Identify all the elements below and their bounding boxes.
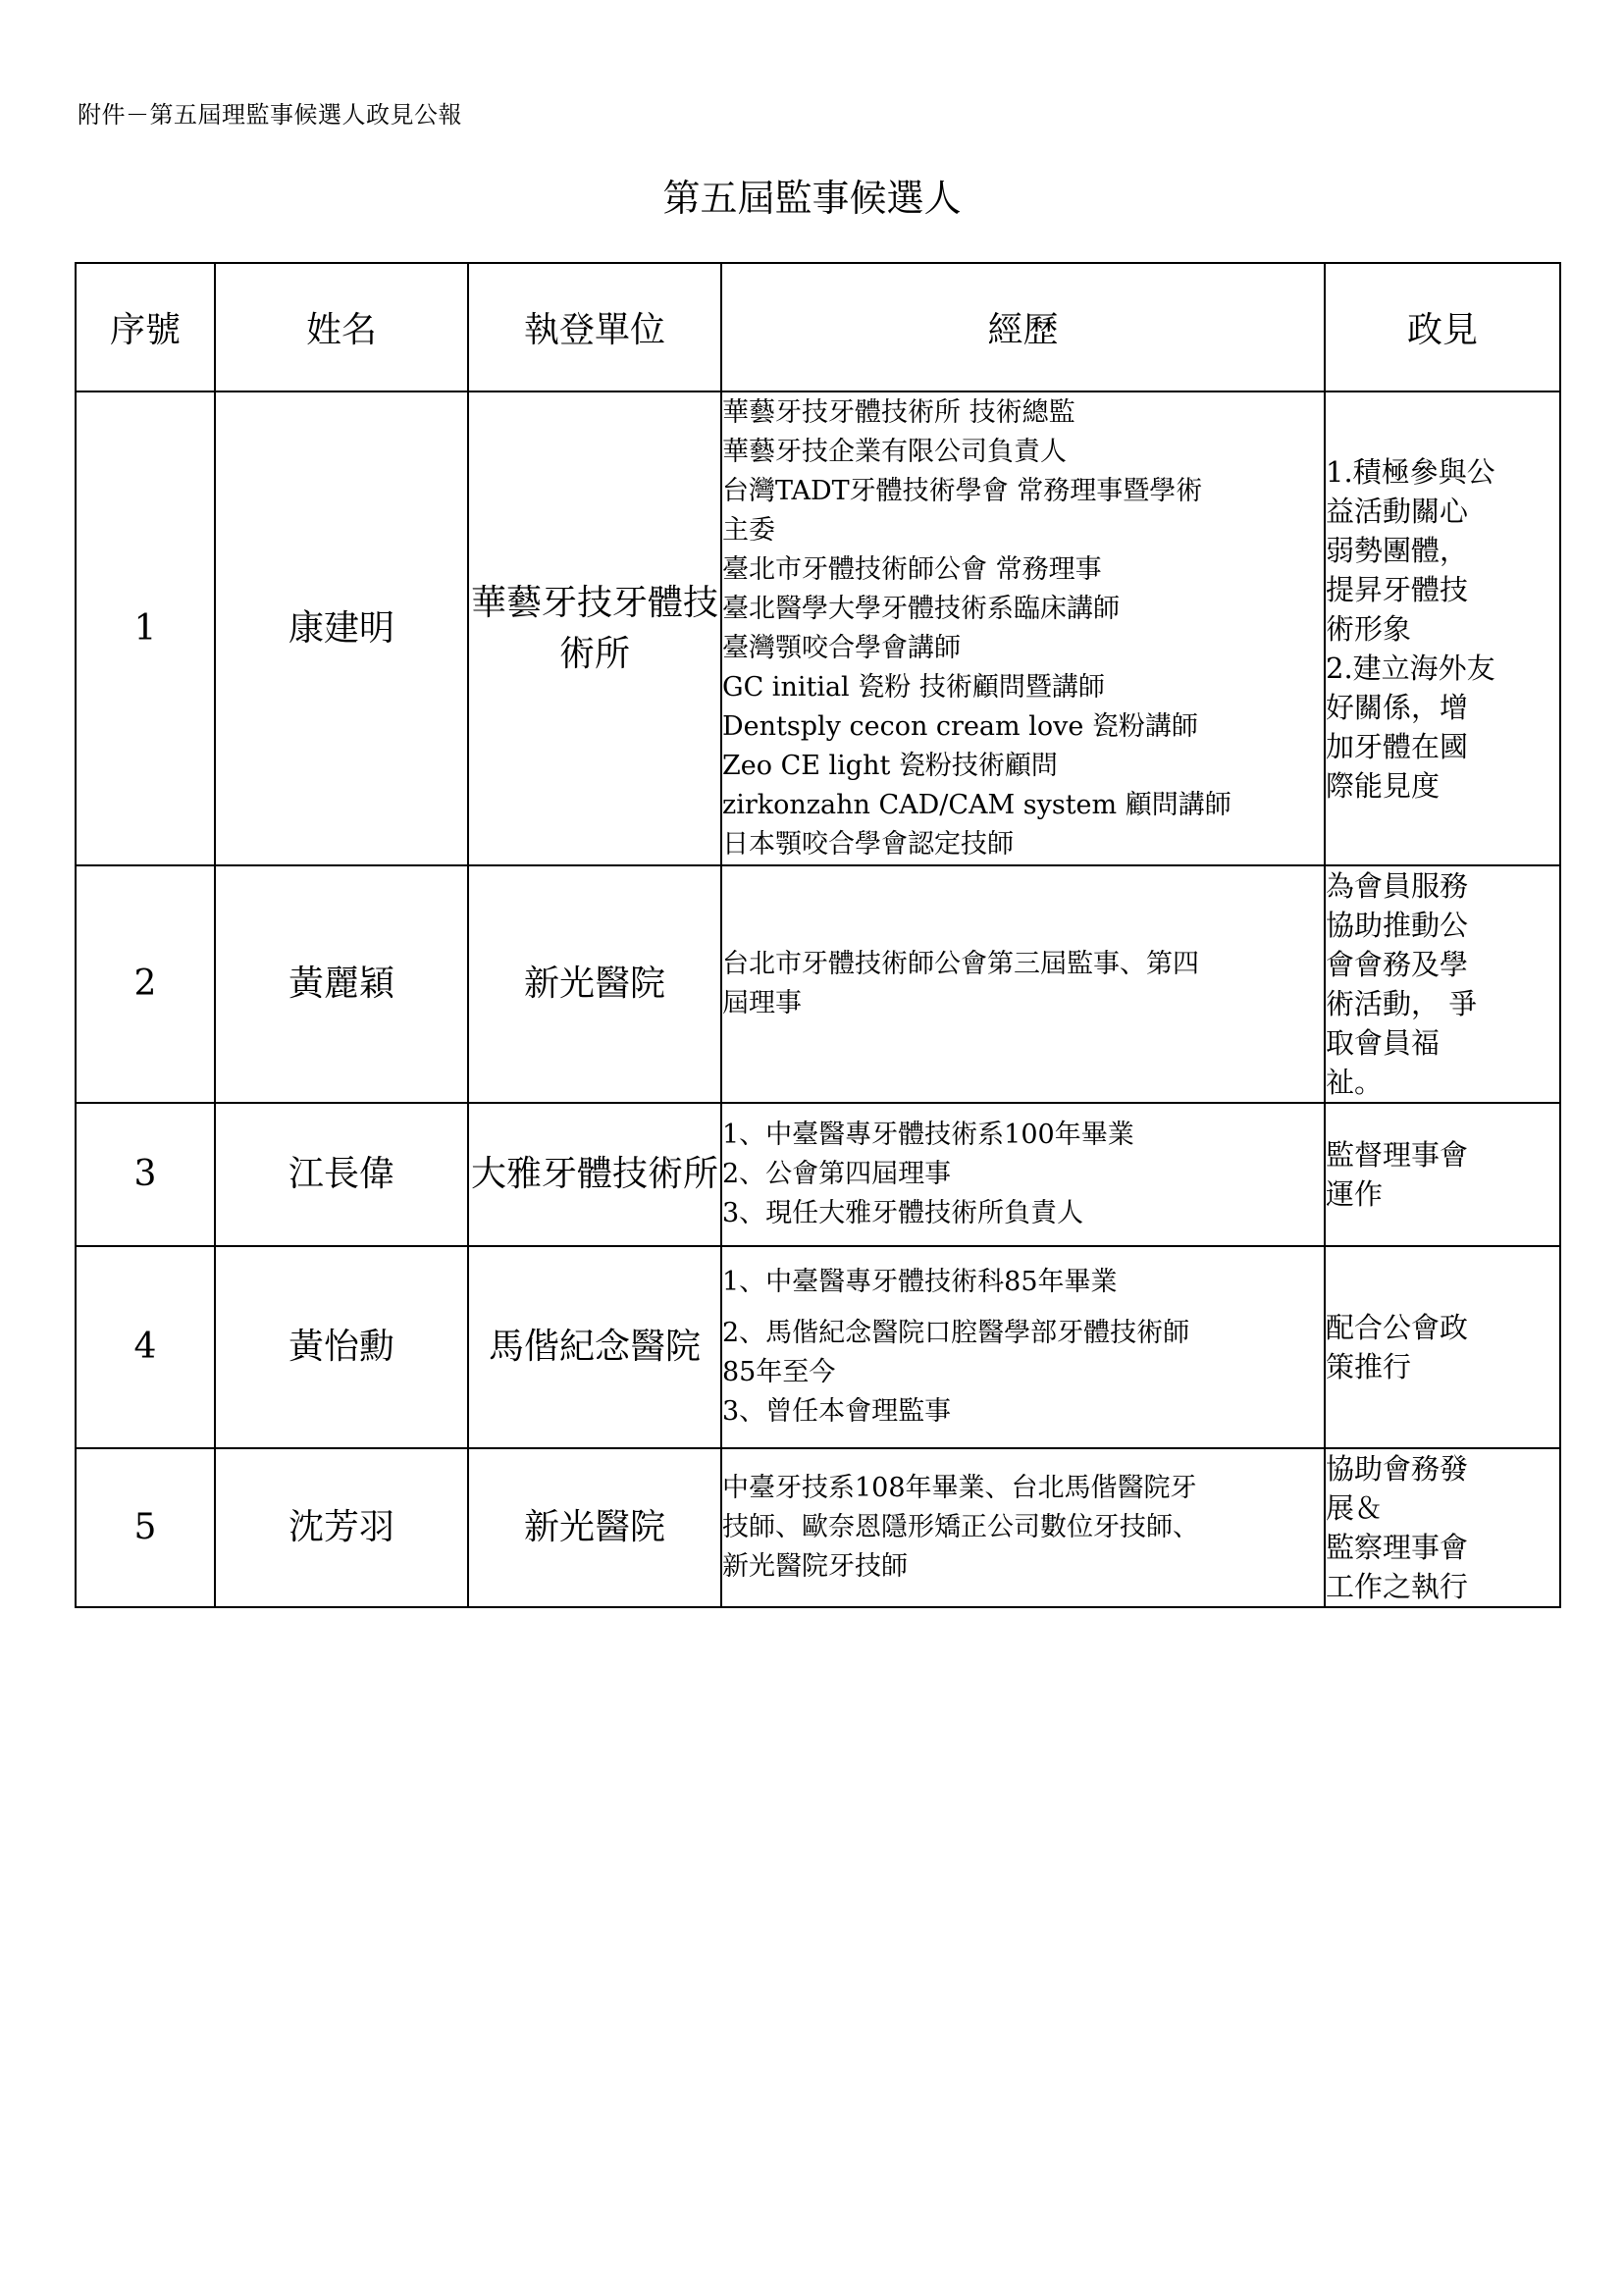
experience-line: 3、曾任本會理監事 <box>722 1396 952 1427</box>
experience-line: 華藝牙技牙體技術所 技術總監 <box>722 396 1075 428</box>
row-number: 5 <box>76 1448 215 1607</box>
platform-line: 協助推動公 <box>1326 909 1469 942</box>
experience-line: 台北市牙體技術師公會第三屆監事、第四 <box>722 949 1199 979</box>
row-number: 4 <box>76 1246 215 1448</box>
platform-cell <box>1325 865 1560 1103</box>
platform-line: 2.建立海外友 <box>1326 651 1495 685</box>
experience-line: 臺北醫學大學牙體技術系臨床講師 <box>722 593 1120 624</box>
platform-line: 1.積極參與公 <box>1326 454 1495 489</box>
platform-line: 益活動關心 <box>1326 494 1469 528</box>
platform-line: 策推行 <box>1326 1350 1412 1383</box>
experience-cell <box>721 391 1325 865</box>
candidate-name: 黃麗穎 <box>215 865 468 1103</box>
experience-cell <box>721 1448 1325 1607</box>
row-number: 1 <box>76 391 215 865</box>
row-number: 3 <box>76 1103 215 1246</box>
experience-line: 2、馬偕紀念醫院口腔醫學部牙體技術師 <box>722 1318 1190 1348</box>
experience-line: 1、中臺醫專牙體技術科85年畢業 <box>722 1267 1118 1297</box>
platform-cell <box>1325 391 1560 865</box>
platform-line: 為會員服務 <box>1326 869 1469 903</box>
experience-line: 技師、歐奈恩隱形矯正公司數位牙技師、 <box>722 1512 1199 1542</box>
experience-line: 3、現任大雅牙體技術所負責人 <box>722 1198 1084 1228</box>
experience-line: Zeo CE light 瓷粉技術顧問 <box>722 750 1058 781</box>
platform-line: 取會員福 <box>1326 1026 1441 1060</box>
platform-line: 協助會務發 <box>1326 1452 1469 1486</box>
platform-line: 術活動， 爭 <box>1326 987 1478 1020</box>
platform-line: 運作 <box>1326 1177 1384 1211</box>
experience-line: GC initial 瓷粉 技術顧問暨講師 <box>722 671 1105 703</box>
table-row <box>76 865 1560 1103</box>
table-row <box>76 1448 1560 1607</box>
registered-unit: 華藝牙技牙體技術所 <box>468 391 721 865</box>
platform-line: 監督理事會 <box>1326 1138 1469 1172</box>
column-header-number: 序號 <box>76 263 215 391</box>
candidate-name: 黃怡勳 <box>215 1246 468 1448</box>
platform-line: 工作之執行 <box>1326 1570 1469 1603</box>
platform-cell <box>1325 1103 1560 1246</box>
table-header-row <box>76 263 1560 391</box>
platform-line: 好關係，增 <box>1326 690 1469 724</box>
experience-line: 2、公會第四屆理事 <box>722 1159 952 1189</box>
experience-cell <box>721 865 1325 1103</box>
registered-unit: 馬偕紀念醫院 <box>468 1246 721 1448</box>
platform-line: 祉。 <box>1326 1066 1384 1099</box>
platform-line: 展＆ <box>1326 1491 1384 1525</box>
candidate-table <box>75 262 1561 1608</box>
experience-line: 日本顎咬合學會認定技師 <box>722 828 1014 860</box>
experience-line: 台灣TADT牙體技術學會 常務理事暨學術 <box>722 475 1203 506</box>
experience-line: 新光醫院牙技師 <box>722 1551 908 1582</box>
candidate-name: 康建明 <box>215 391 468 865</box>
experience-line: 85年至今 <box>722 1357 836 1387</box>
row-number: 2 <box>76 865 215 1103</box>
experience-line: 中臺牙技系108年畢業、台北馬偕醫院牙 <box>722 1473 1197 1503</box>
experience-line: 臺灣顎咬合學會講師 <box>722 632 961 663</box>
platform-line: 會會務及學 <box>1326 948 1469 981</box>
experience-cell <box>721 1103 1325 1246</box>
table-row <box>76 391 1560 865</box>
experience-line: zirkonzahn CAD/CAM system 顧問講師 <box>722 789 1231 820</box>
table-row <box>76 1246 1560 1448</box>
platform-cell <box>1325 1246 1560 1448</box>
registered-unit: 新光醫院 <box>468 865 721 1103</box>
platform-line: 加牙體在國 <box>1326 729 1469 763</box>
candidate-name: 江長偉 <box>215 1103 468 1246</box>
experience-line: 主委 <box>722 514 775 546</box>
experience-line: 華藝牙技企業有限公司負責人 <box>722 436 1067 467</box>
registered-unit: 新光醫院 <box>468 1448 721 1607</box>
column-header-experience: 經歷 <box>721 263 1325 391</box>
platform-line: 監察理事會 <box>1326 1531 1469 1564</box>
experience-line: Dentsply cecon cream love 瓷粉講師 <box>722 710 1198 742</box>
platform-line: 弱勢團體， <box>1326 533 1469 567</box>
table-row <box>76 1103 1560 1246</box>
experience-line: 臺北市牙體技術師公會 常務理事 <box>722 553 1102 585</box>
platform-line: 配合公會政 <box>1326 1311 1469 1344</box>
column-header-platform: 政見 <box>1325 263 1560 391</box>
header-note: 附件－第五屆理監事候選人政見公報 <box>78 101 462 129</box>
page-title: 第五屆監事候選人 <box>662 177 962 220</box>
experience-cell <box>721 1246 1325 1448</box>
platform-line: 提昇牙體技 <box>1326 572 1469 606</box>
candidate-name: 沈芳羽 <box>215 1448 468 1607</box>
platform-line: 術形象 <box>1326 611 1412 646</box>
registered-unit: 大雅牙體技術所 <box>468 1103 721 1246</box>
column-header-unit: 執登單位 <box>468 263 721 391</box>
column-header-name: 姓名 <box>215 263 468 391</box>
experience-line: 屆理事 <box>722 988 802 1018</box>
platform-line: 際能見度 <box>1326 768 1441 803</box>
platform-cell <box>1325 1448 1560 1607</box>
experience-line: 1、中臺醫專牙體技術系100年畢業 <box>722 1120 1134 1150</box>
